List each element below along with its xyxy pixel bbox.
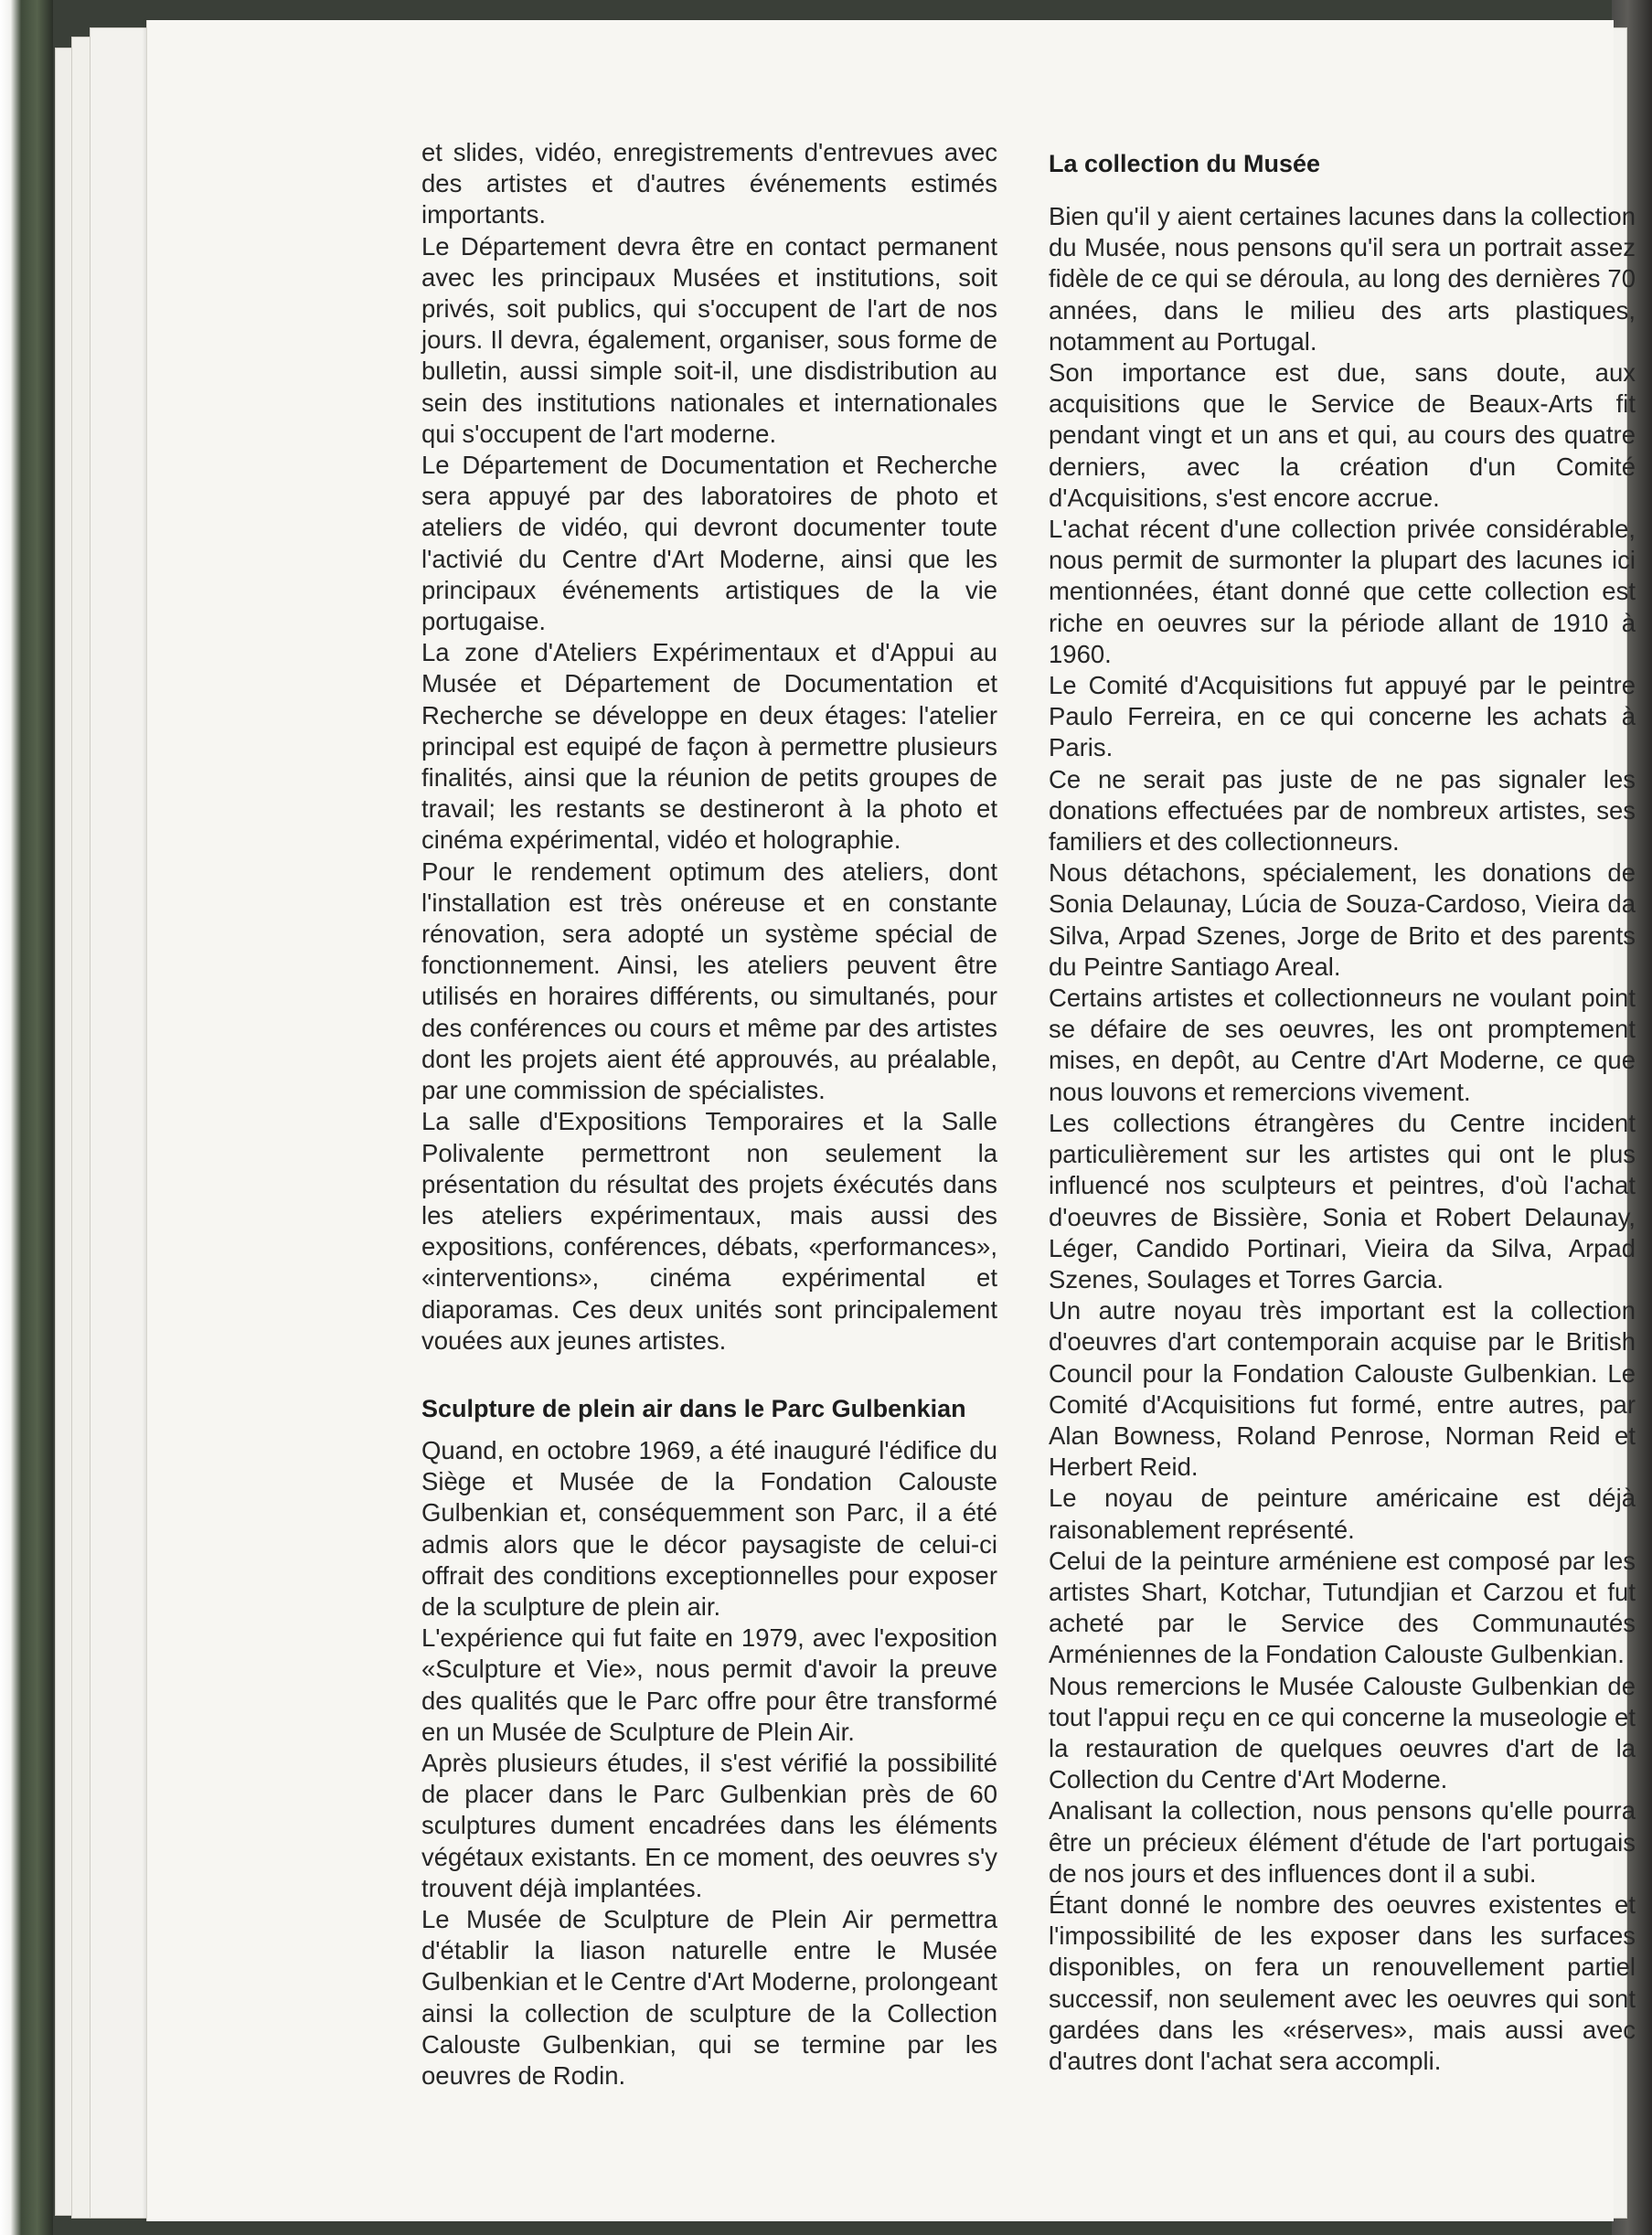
paragraph: Un autre noyau très important est la collection d'oeuvres d'art contemporain acquise par le British Council pour la Fondation Calouste Gulbenkian. Le Comité d'Acquisitions fut formé, entre autres, par Alan Bowness, Roland Penrose, Norman Reid et Herbert Reid. <box>1049 1296 1636 1482</box>
section-heading: La collection du Musée <box>1049 150 1321 177</box>
paragraph: Pour le rendement optimum des ateliers, dont l'installation est très onéreuse et en constante rénovation, sera adopté un système spécial de fonctionnement. Ainsi, les ateliers peuvent être utilisés en horaires différents, ou simultanés, pour des conférences ou cours et même par des artistes dont les projets aient été approuvés, au préalable, par une commission de spécialistes. <box>421 857 997 1105</box>
paragraph: Quand, en octobre 1969, a été inauguré l'édifice du Siège et Musée de la Fondation Calouste Gulbenkian et, conséquemment son Parc, il a été admis alors que le décor paysagiste de celui-ci offrait des conditions exceptionnelles pour exposer de la sculpture de plein air. <box>421 1435 997 1621</box>
paragraph: Le Musée de Sculpture de Plein Air permettra d'établir la liason naturelle entre le Musée Gulbenkian et le Centre d'Art Moderne, prolongeant ainsi la collection de sculpture de la Collection Calouste Gulbenkian, qui se termine par les oeuvres de Rodin. <box>421 1904 997 2090</box>
paragraph: Analisant la collection, nous pensons qu'elle pourra être un précieux élément d'étude de l'art portugais de nos jours et des influences dont il a subi. <box>1049 1796 1636 1888</box>
paragraph: Bien qu'il y aient certaines lacunes dans la collection du Musée, nous pensons qu'il sera un portrait assez fidèle de ce qui se déroula, au long des dernières 70 années, dans le milieu des arts plastiques, notamment au Portugal. <box>1049 202 1636 356</box>
paragraph: L'achat récent d'une collection privée considérable, nous permit de surmonter la plupart des lacunes ici mentionnées, étant donné que cette collection est riche en oeuvres sur la période allant de 1910 à 1960. <box>1049 515 1636 668</box>
document-page <box>146 20 1636 2221</box>
paragraph: La salle d'Expositions Temporaires et la Salle Polivalente permettront non seulement la présentation du résultat des projets éxécutés dans les ateliers expérimentaux, mais aussi des expositions, conférences, débats, «performances», «interventions», cinéma expérimental et diaporamas. Ces deux unités sont principalement vouées aux jeunes artistes. <box>421 1107 997 1355</box>
paragraph: Nous détachons, spécialement, les donations de Sonia Delaunay, Lúcia de Souza-Cardoso, Vieira da Silva, Arpad Szenes, Jorge de Brito et des parents du Peintre Santiago Areal. <box>1049 858 1636 981</box>
paragraph: Étant donné le nombre des oeuvres existentes et l'impossibilité de les exposer dans les surfaces disponibles, on fera un renouvellement partiel successif, non seulement avec les oeuvres qui sont gardées dans les «réserves», mais aussi avec d'autres dont l'achat sera accompli. <box>1049 1889 1636 2075</box>
paragraph: Le Comité d'Acquisitions fut appuyé par le peintre Paulo Ferreira, en ce qui concerne les achats à Paris. <box>1049 671 1636 762</box>
left-column <box>421 137 997 2091</box>
background-photo-edge <box>0 0 53 2235</box>
section-heading: Sculpture de plein air dans le Parc Gulbenkian <box>421 1394 966 1422</box>
right-column <box>1049 148 1636 2077</box>
paragraph: L'expérience qui fut faite en 1979, avec l'exposition «Sculpture et Vie», nous permit d'avoir la preuve des qualités que le Parc offre pour être transformé en un Musée de Sculpture de Plein Air. <box>421 1623 997 1746</box>
paragraph: Certains artistes et collectionneurs ne voulant point se défaire de ses oeuvres, les ont promptement mises, en depôt, au Centre d'Art Moderne, ce que nous louvons et remercions vivement. <box>1049 984 1636 1106</box>
paragraph: et slides, vidéo, enregistrements d'entrevues avec des artistes et d'autres événements estimés importants. <box>421 138 997 229</box>
paragraph: Le Département de Documentation et Recherche sera appuyé par des laboratoires de photo et ateliers de vidéo, qui devront documenter toute l'activié du Centre d'Art Moderne, ainsi que les principaux événements artistiques de la vie portugaise. <box>421 451 997 636</box>
paragraph: Nous remercions le Musée Calouste Gulbenkian de tout l'appui reçu en ce qui concerne la museologie et la restauration de quelques oeuvres d'art de la Collection du Centre d'Art Moderne. <box>1049 1671 1636 1794</box>
paragraph: La zone d'Ateliers Expérimentaux et d'Appui au Musée et Département de Documentation et Recherche se développe en deux étages: l'atelier principal est equipé de façon à permettre plusieurs finalités, ainsi que la réunion de petits groupes de travail; les restants se destineront à la photo et cinéma expérimental, vidéo et holographie. <box>421 638 997 855</box>
paragraph: Ce ne serait pas juste de ne pas signaler les donations effectuées par de nombreux artistes, ses familiers et des collectionneurs. <box>1049 764 1636 857</box>
paragraph: Son importance est due, sans doute, aux acquisitions que le Service de Beaux-Arts fit pendant vingt et un ans et qui, au cours des quatre derniers, avec la création d'un Comité d'Acquisitions, s'est encore accrue. <box>1049 358 1636 512</box>
paragraph: Après plusieurs études, il s'est vérifié la possibilité de placer dans le Parc Gulbenkian près de 60 sculptures dument encadrées dans les éléments végétaux existants. En ce moment, des oeuvres s'y trouvent déjà implantées. <box>421 1748 997 1902</box>
paragraph: Celui de la peinture arméniene est composé par les artistes Shart, Kotchar, Tutundjian et Carzou et fut acheté par le Service des Communautés Arméniennes de la Fondation Calouste Gulbenkian. <box>1049 1546 1636 1669</box>
paragraph: Le Département devra être en contact permanent avec les principaux Musées et institutions, soit privés, soit publics, qui s'occupent de l'art de nos jours. Il devra, également, organiser, sous forme de bulletin, aussi simple soit-il, une disdistribution au sein des institutions nationales et internationales qui s'occupent de l'art moderne. <box>421 231 997 448</box>
paragraph: Le noyau de peinture américaine est déjà raisonablement représenté. <box>1049 1484 1636 1544</box>
paragraph: Les collections étrangères du Centre incident particulièrement sur les artistes qui ont le plus influencé nos sculpteurs et peintres, d'où l'achat d'oeuvres de Bissière, Sonia et Robert Delaunay, Léger, Candido Portinari, Vieira da Silva, Arpad Szenes, Soulages et Torres Garcia. <box>1049 1108 1636 1293</box>
